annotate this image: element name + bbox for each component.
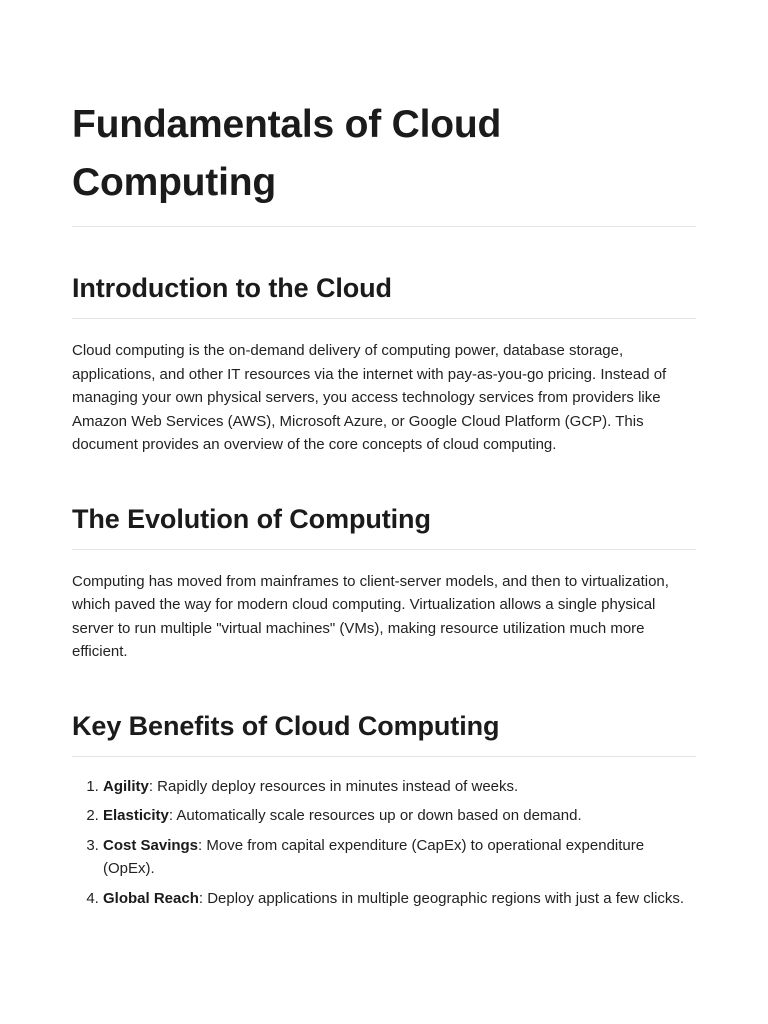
list-item-term: Agility bbox=[103, 777, 149, 795]
section-heading-introduction: Introduction to the Cloud bbox=[72, 273, 392, 303]
section-paragraph-evolution: Computing has moved from mainframes to client-server models, and then to virtualization, which paved the way for modern cloud computing. Virtualization allows a single physical server to run multiple "virtual machines" (VMs), making resource utilization much more efficient. bbox=[72, 572, 669, 660]
list-item bbox=[103, 775, 696, 799]
page-title: Fundamentals of Cloud Computing bbox=[72, 103, 502, 204]
section-divider bbox=[72, 318, 696, 319]
list-item-description: : Deploy applications in multiple geographic regions with just a few clicks. bbox=[198, 889, 685, 907]
benefits-list bbox=[72, 775, 696, 911]
list-item-description: : Move from capital expenditure (CapEx) to operational expenditure (OpEx). bbox=[103, 836, 645, 877]
list-item-term: Cost Savings bbox=[103, 836, 199, 854]
section-divider bbox=[72, 756, 696, 757]
list-item-description: : Rapidly deploy resources in minutes instead of weeks. bbox=[148, 777, 519, 795]
list-item bbox=[103, 887, 696, 911]
list-item-description: : Automatically scale resources up or down based on demand. bbox=[168, 807, 582, 824]
section-divider bbox=[72, 549, 696, 550]
list-item bbox=[103, 834, 696, 881]
list-item bbox=[103, 804, 696, 828]
title-divider bbox=[72, 226, 696, 227]
section-paragraph-introduction: Cloud computing is the on-demand delivery of computing power, database storage, applications, and other IT resources via the internet with pay-as-you-go pricing. Instead of managing your own physical servers, you access technology services from providers like Amazon Web Services (AWS), Microsoft Azure, or Google Cloud Platform (GCP). This document provides an overview of the core concepts of cloud computing. bbox=[72, 342, 667, 453]
section-heading-evolution: The Evolution of Computing bbox=[72, 503, 431, 534]
list-item-term: Global Reach bbox=[103, 889, 199, 907]
list-item-term: Elasticity bbox=[103, 807, 169, 824]
section-heading-key-benefits: Key Benefits of Cloud Computing bbox=[72, 710, 500, 741]
document-page bbox=[72, 96, 696, 916]
